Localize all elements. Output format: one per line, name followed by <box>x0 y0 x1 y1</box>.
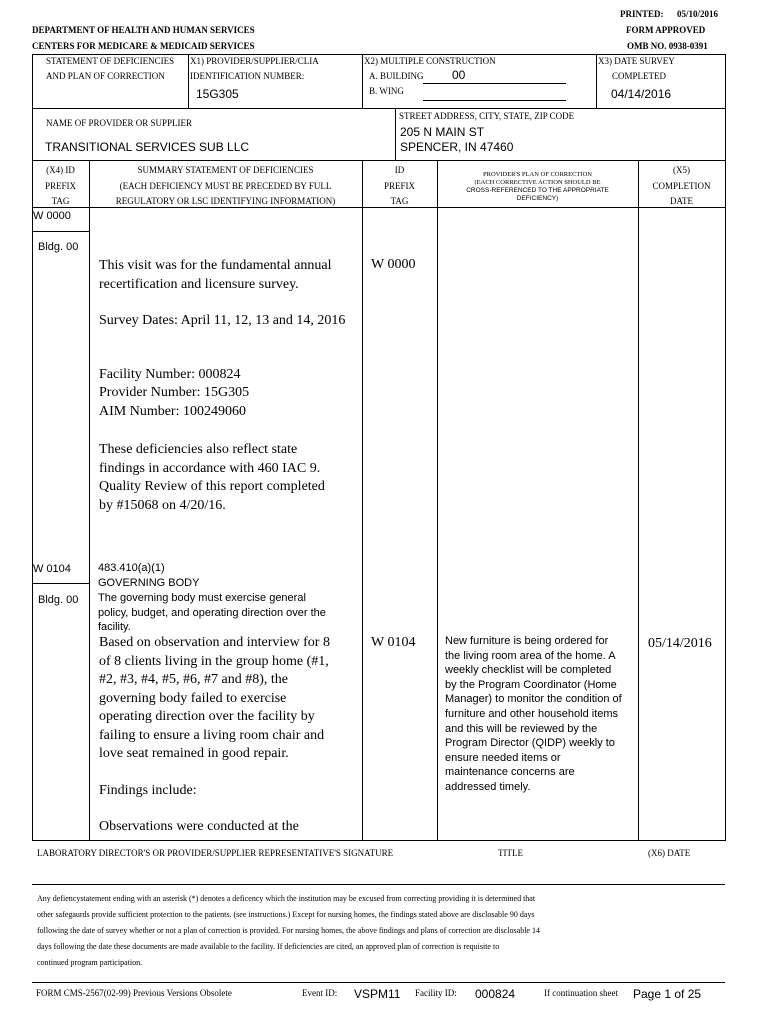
col-id: ID <box>394 165 405 175</box>
provider-id-value: 15G305 <box>196 87 239 101</box>
bldg-label: Bldg. 00 <box>38 241 79 253</box>
provider-number: Provider Number: 15G305 <box>99 385 250 400</box>
x1-label: X1) PROVIDER/SUPPLIER/CLIA <box>190 56 319 66</box>
column-line <box>437 160 438 840</box>
disclaimer-line: other safegaurds provide sufficient protection to the patients. (see instructions.) Except for nursing homes, the findings stated above are disclosable 90 days <box>37 910 535 919</box>
col-plan-4: DEFICIENCY) <box>516 195 559 202</box>
paragraph: Observations were conducted at the <box>99 819 299 834</box>
col-x5-date: DATE <box>670 196 693 206</box>
title-label: TITLE <box>498 848 523 858</box>
form-approved-label: FORM APPROVED <box>626 25 706 35</box>
cms-heading: CENTERS FOR MEDICARE & MEDICAID SERVICES <box>32 41 255 51</box>
divider <box>395 108 396 160</box>
col-x4-tag: TAG <box>51 196 70 206</box>
provider-name-label: NAME OF PROVIDER OR SUPPLIER <box>46 118 193 128</box>
printed-label: PRINTED: <box>620 9 664 19</box>
divider <box>596 54 597 108</box>
x3-label: X3) DATE SURVEY <box>598 56 675 66</box>
col-plan-1: PROVIDER'S PLAN OF CORRECTION <box>483 171 592 178</box>
col-summary-2: (EACH DEFICIENCY MUST BE PRECEDED BY FULL <box>119 181 332 191</box>
column-line <box>638 160 639 840</box>
column-line <box>89 160 90 840</box>
regulation-text: The governing body must exercise general policy, budget, and operating direction over the facility. <box>98 592 326 634</box>
page-number: Page 1 of 25 <box>633 987 702 1001</box>
divider <box>32 160 725 161</box>
event-id-label: Event ID: <box>302 988 338 998</box>
col-x5-completion: COMPLETION <box>652 181 711 191</box>
frame-bottom-line <box>32 840 725 841</box>
col-plan-2: (EACH CORRECTIVE ACTION SHOULD BE <box>474 179 601 186</box>
paragraph: Survey Dates: April 11, 12, 13 and 14, 2016 <box>99 313 346 328</box>
department-heading: DEPARTMENT OF HEALTH AND HUMAN SERVICES <box>32 25 255 35</box>
col-plan-3: CROSS-REFERENCED TO THE APPROPRIATE <box>466 187 609 194</box>
divider <box>32 583 89 584</box>
plan-of-correction-text: New furniture is being ordered for the living room area of the home. A weekly checklist will be completed by the Program Coordinator (Home Manager) to monitor the condition of furniture and other household items and this will be reviewed by the Program Director (QIDP) weekly to ensure needed items or maintenance concerns are addressed timely. <box>445 635 622 793</box>
disclaimer-line: following the date of survey whether or not a plan of correction is provided. For nursing homes, the above findings and plans of correction are disclosable 14 <box>37 926 540 935</box>
paragraph: Based on observation and interview for 8 of 8 clients living in the group home (#1, #2, #3, #4, #5, #6, #7 and #8), the governing body failed to exercise operating direction over the facility by failing to ensure a living room chair and love seat remained in good repair. <box>99 635 330 761</box>
printed-date: 05/10/2016 <box>677 9 719 19</box>
aim-number: AIM Number: 100249060 <box>99 404 246 419</box>
event-id-value: VSPM11 <box>354 987 401 1001</box>
wing-underline <box>423 100 566 101</box>
statement-label: STATEMENT OF DEFICIENCIES <box>46 56 175 66</box>
address-line-2: SPENCER, IN 47460 <box>400 140 514 154</box>
completion-date: 05/14/2016 <box>648 636 712 651</box>
plan-tag-w0104: W 0104 <box>371 635 416 650</box>
bldg-label: Bldg. 00 <box>38 594 79 606</box>
frame-top-line <box>32 54 725 55</box>
regulation-number: 483.410(a)(1) <box>98 562 165 574</box>
col-id-tag: TAG <box>390 196 409 206</box>
divider <box>32 207 725 208</box>
plan-tag-w0000: W 0000 <box>371 257 416 272</box>
findings-label: Findings include: <box>99 783 197 798</box>
date-label: (X6) DATE <box>648 848 691 858</box>
survey-date-value: 04/14/2016 <box>611 87 672 101</box>
statement-label-2: AND PLAN OF CORRECTION <box>46 71 165 81</box>
address-label: STREET ADDRESS, CITY, STATE, ZIP CODE <box>399 111 575 121</box>
x3-label-2: COMPLETED <box>612 71 666 81</box>
building-value: 00 <box>452 68 466 82</box>
column-line <box>362 160 363 840</box>
paragraph: These deficiencies also reflect state findings in accordance with 460 IAC 9. Quality Review of this report completed by #15068 on 4/20/16. <box>99 442 325 513</box>
col-summary-1: SUMMARY STATEMENT OF DEFICIENCIES <box>137 165 314 175</box>
col-summary-3: REGULATORY OR LSC IDENTIFYING INFORMATION) <box>115 196 336 206</box>
paragraph: This visit was for the fundamental annual recertification and licensure survey. <box>99 258 332 292</box>
building-label: A. BUILDING <box>369 71 424 81</box>
tag-w0104: W 0104 <box>33 563 71 575</box>
col-id-prefix: PREFIX <box>383 181 415 191</box>
signature-line <box>32 884 725 885</box>
col-x4-id: (X4) ID <box>46 165 75 175</box>
divider <box>32 108 725 109</box>
x2-label: X2) MULTIPLE CONSTRUCTION <box>364 56 496 66</box>
divider <box>188 54 189 108</box>
facility-id-label: Facility ID: <box>415 988 457 998</box>
col-x4-prefix: PREFIX <box>44 181 76 191</box>
disclaimer-line: days following the date these documents are made available to the facility. If deficiencies are cited, an approved plan of correction is requisite to <box>37 942 500 951</box>
divider <box>362 54 363 108</box>
wing-label: B. WING <box>369 86 404 96</box>
form-number: FORM CMS-2567(02-99) Previous Versions Obsolete <box>36 988 232 998</box>
col-x5: (X5) <box>673 165 690 175</box>
continuation-label: If continuation sheet <box>544 988 618 998</box>
provider-name-value: TRANSITIONAL SERVICES SUB LLC <box>45 140 250 154</box>
frame-right-line <box>725 54 726 841</box>
divider <box>32 231 89 232</box>
signature-label: LABORATORY DIRECTOR'S OR PROVIDER/SUPPLIER REPRESENTATIVE'S SIGNATURE <box>37 848 394 858</box>
footer-line <box>32 982 725 983</box>
disclaimer-line: Any defiencystatement ending with an asterisk (*) denotes a deficency which the institution may be excused from correcting providing it is determined that <box>37 894 536 903</box>
facility-number: Facility Number: 000824 <box>99 367 241 382</box>
building-underline <box>423 83 566 84</box>
facility-id-value: 000824 <box>475 987 516 1001</box>
disclaimer-line: continued program participation. <box>37 958 143 967</box>
tag-w0000: W 0000 <box>33 210 71 222</box>
x1-label-2: IDENTIFICATION NUMBER: <box>190 71 305 81</box>
regulation-title: GOVERNING BODY <box>98 577 200 589</box>
omb-number: OMB NO. 0938-0391 <box>627 41 708 51</box>
address-line-1: 205 N MAIN ST <box>400 125 485 139</box>
